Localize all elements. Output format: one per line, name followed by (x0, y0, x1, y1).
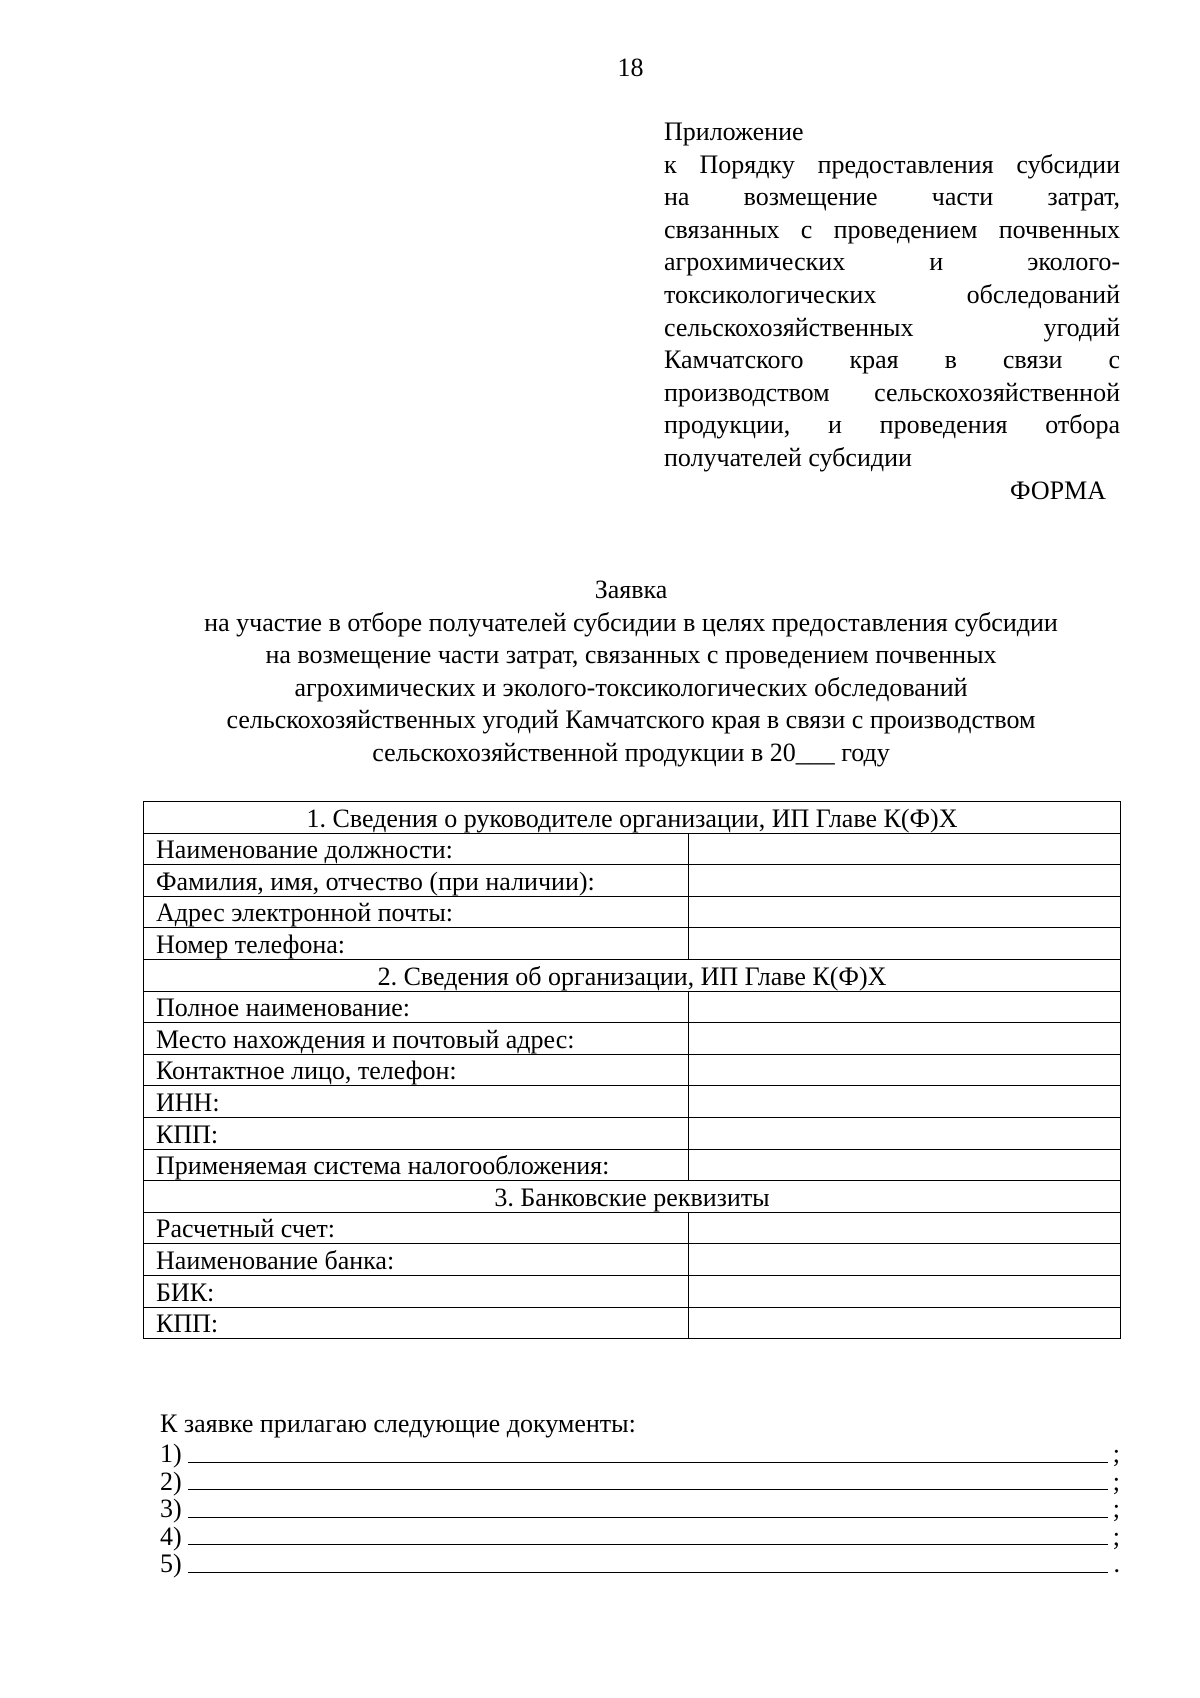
section-title: 3. Банковские реквизиты (144, 1181, 1121, 1213)
appendix-line: производством сельскохозяйственной (664, 377, 1120, 407)
tax-system-value-cell[interactable] (689, 1149, 1121, 1181)
field-label: Контактное лицо, телефон: (144, 1054, 689, 1086)
section-header-row (144, 802, 1121, 834)
table-row (144, 833, 1121, 865)
section-title: 1. Сведения о руководителе организации, ИП Главе К(Ф)Х (144, 802, 1121, 834)
field-label: Фамилия, имя, отчество (при наличии): (144, 865, 689, 897)
field-label: Наименование банка: (144, 1244, 689, 1276)
attachment-line[interactable] (160, 1440, 1120, 1468)
attachment-number: 3) (160, 1494, 182, 1523)
field-label: КПП: (144, 1117, 689, 1149)
field-label: Адрес электронной почты: (144, 896, 689, 928)
table-row (144, 1117, 1121, 1149)
title-heading: Заявка (594, 575, 668, 604)
bik-value-cell[interactable] (689, 1275, 1121, 1307)
attachment-line[interactable] (160, 1550, 1120, 1578)
appendix-line: к Порядку предоставления субсидии (664, 149, 1120, 179)
form-label: ФОРМА (1010, 476, 1106, 505)
table-row (144, 991, 1121, 1023)
title-line: агрохимических и эколого-токсикологических обследований (294, 672, 968, 702)
application-form-table (143, 801, 1121, 1339)
attachment-end-mark: ; (1112, 1521, 1120, 1551)
field-label: Полное наименование: (144, 991, 689, 1023)
table-row (144, 1149, 1121, 1181)
email-value-cell[interactable] (689, 896, 1121, 928)
bank-kpp-value-cell[interactable] (689, 1307, 1121, 1339)
appendix-line: продукции, и проведения отбора (664, 410, 1120, 440)
field-label: КПП: (144, 1307, 689, 1339)
attachment-underline (188, 1544, 1108, 1545)
kpp-value-cell[interactable] (689, 1117, 1121, 1149)
title-line: сельскохозяйственной продукции в 20___ году (372, 737, 890, 767)
table-row (144, 928, 1121, 960)
attachment-end-mark: . (1113, 1549, 1120, 1578)
section-header-row (144, 959, 1121, 991)
table-row (144, 1307, 1121, 1339)
appendix-line: сельскохозяйственных угодий (664, 312, 1120, 342)
attachment-underline (188, 1489, 1108, 1490)
attachment-end-mark: ; (1112, 1439, 1120, 1468)
attachment-number: 5) (160, 1549, 182, 1578)
appendix-header (664, 116, 1120, 475)
account-value-cell[interactable] (689, 1212, 1121, 1244)
page-number: 18 (617, 53, 644, 82)
attachment-number: 2) (160, 1466, 182, 1496)
full-name-value-cell[interactable] (689, 865, 1121, 897)
attachment-end-mark: ; (1112, 1466, 1120, 1496)
title-line: на участие в отборе получателей субсидии в целях предоставления субсидии (204, 607, 1058, 637)
table-row (144, 865, 1121, 897)
section-title: 2. Сведения об организации, ИП Главе К(Ф)Х (144, 959, 1121, 991)
field-label: ИНН: (144, 1086, 689, 1118)
table-row (144, 896, 1121, 928)
appendix-line: на возмещение части затрат, (664, 182, 1120, 212)
attachment-underline (188, 1517, 1108, 1518)
table-row (144, 1023, 1121, 1055)
title-line: на возмещение части затрат, связанных с проведением почвенных (265, 640, 997, 670)
field-label: Расчетный счет: (144, 1212, 689, 1244)
table-row (144, 1212, 1121, 1244)
appendix-line: агрохимических и эколого- (664, 247, 1120, 277)
contact-person-value-cell[interactable] (689, 1054, 1121, 1086)
field-label: Номер телефона: (144, 928, 689, 960)
inn-value-cell[interactable] (689, 1086, 1121, 1118)
table-row (144, 1054, 1121, 1086)
attachment-underline (188, 1572, 1108, 1573)
appendix-line: Приложение (664, 117, 804, 146)
appendix-line: токсикологических обследований (664, 279, 1120, 309)
application-title (143, 574, 1119, 770)
table-row (144, 1244, 1121, 1276)
appendix-line: Камчатского края в связи с (664, 345, 1120, 375)
title-line: сельскохозяйственных угодий Камчатского края в связи с производством (226, 705, 1036, 735)
field-label: Наименование должности: (144, 833, 689, 865)
attachment-underline (188, 1462, 1108, 1463)
attachment-end-mark: ; (1112, 1494, 1120, 1523)
attachments-block (160, 1408, 1120, 1578)
appendix-line: получателей субсидии (664, 442, 912, 472)
field-label: Место нахождения и почтовый адрес: (144, 1023, 689, 1055)
attachment-line[interactable] (160, 1495, 1120, 1523)
attachments-title: К заявке прилагаю следующие документы: (160, 1409, 636, 1438)
appendix-line: связанных с проведением почвенных (664, 214, 1120, 244)
attachment-line[interactable] (160, 1523, 1120, 1551)
table-row (144, 1086, 1121, 1118)
attachment-number: 1) (160, 1439, 182, 1468)
table-row (144, 1275, 1121, 1307)
position-value-cell[interactable] (689, 833, 1121, 865)
phone-value-cell[interactable] (689, 928, 1121, 960)
bank-name-value-cell[interactable] (689, 1244, 1121, 1276)
attachment-number: 4) (160, 1521, 182, 1551)
address-value-cell[interactable] (689, 1023, 1121, 1055)
field-label: Применяемая система налогообложения: (144, 1149, 689, 1181)
attachment-line[interactable] (160, 1468, 1120, 1496)
field-label: БИК: (144, 1275, 689, 1307)
org-full-name-value-cell[interactable] (689, 991, 1121, 1023)
section-header-row (144, 1181, 1121, 1213)
